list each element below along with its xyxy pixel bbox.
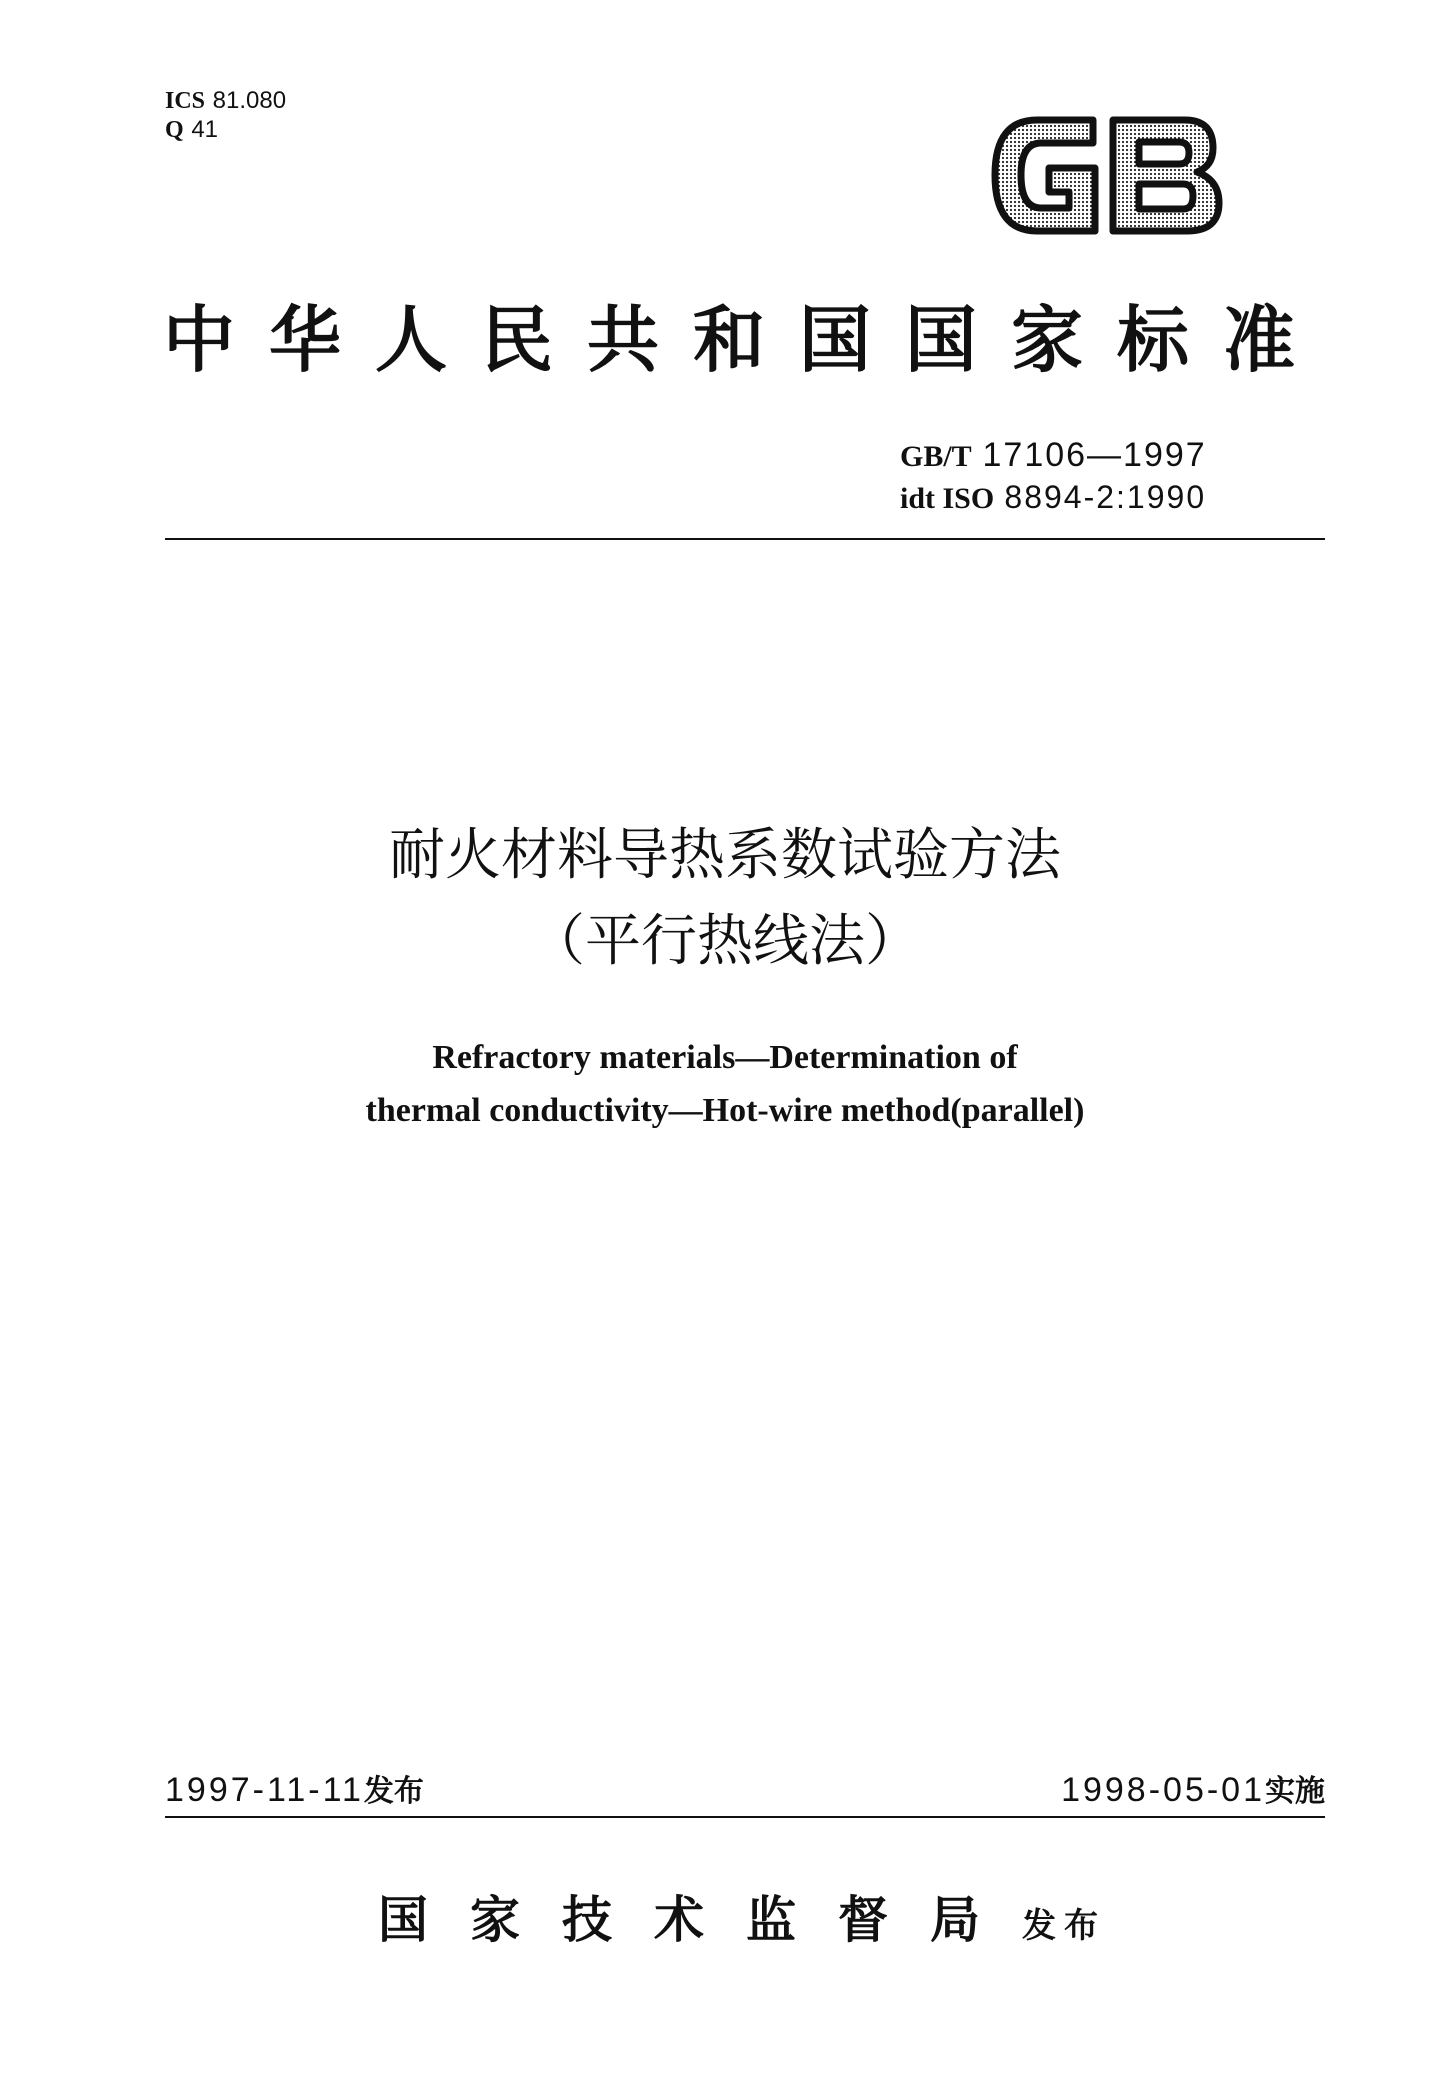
publisher-org: 国家技术监督局 bbox=[378, 1890, 1022, 1949]
standard-code bbox=[900, 435, 1285, 477]
standard-numbers bbox=[900, 435, 1285, 519]
publisher bbox=[378, 1880, 1106, 1952]
publisher-action: 发布 bbox=[1022, 1906, 1106, 1946]
standard-code-value: 17106—1997 bbox=[982, 436, 1207, 474]
gb-logo bbox=[985, 108, 1230, 243]
english-title-line-1: Refractory materials—Determination of bbox=[432, 1039, 1018, 1076]
effective-date-suffix: 实施 bbox=[1265, 1774, 1325, 1809]
effective-date-value: 1998-05-01 bbox=[1061, 1771, 1265, 1809]
classification-codes bbox=[165, 86, 286, 144]
chinese-title-line-1: 耐火材料导热系数试验方法 bbox=[389, 823, 1061, 888]
chinese-title-line-2: （平行热线法） bbox=[529, 909, 921, 974]
ics-label: ICS bbox=[165, 88, 206, 114]
footer-divider bbox=[165, 1816, 1325, 1818]
header-divider bbox=[165, 538, 1325, 540]
issuing-country-standard-title: 中华人民共和国国家标准 bbox=[163, 297, 1330, 382]
issue-date bbox=[165, 1768, 424, 1814]
effective-date bbox=[1061, 1768, 1325, 1814]
ccs-code bbox=[165, 115, 286, 144]
english-title-line-2: thermal conductivity—Hot-wire method(parallel) bbox=[365, 1092, 1085, 1129]
issue-date-value: 1997-11-11 bbox=[165, 1771, 364, 1809]
equivalent-standard-prefix: idt ISO bbox=[900, 482, 995, 515]
ccs-value: 41 bbox=[191, 116, 219, 143]
issue-date-suffix: 发布 bbox=[363, 1774, 424, 1809]
ics-code bbox=[165, 86, 286, 115]
equivalent-standard-value: 8894-2:1990 bbox=[1004, 479, 1207, 515]
ics-value: 81.080 bbox=[212, 87, 287, 114]
ccs-label: Q bbox=[165, 117, 184, 143]
equivalent-standard bbox=[900, 477, 1285, 519]
standard-code-prefix: GB/T bbox=[900, 440, 972, 473]
